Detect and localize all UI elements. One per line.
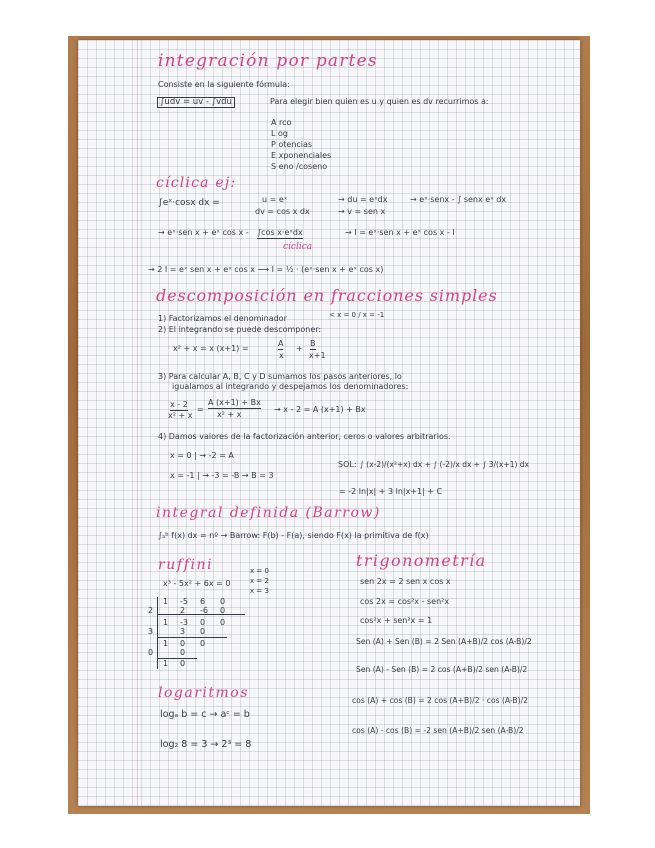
ciclica-step2-rest: → I = eˣ·sen x + eˣ cos x - I <box>345 228 455 237</box>
log-example: log₂ 8 = 3 → 2³ = 8 <box>160 739 252 750</box>
ciclica-du: → du = eˣdx <box>338 195 388 204</box>
ruffini-cell: 0 <box>200 618 206 627</box>
trig-heading: trigonometría <box>356 551 487 570</box>
ciclica-u: u = eˣ <box>262 195 288 204</box>
ciclica-v: → v = sen x <box>338 207 386 216</box>
p3-rhs: → x - 2 = A (x+1) + Bx <box>274 405 366 414</box>
ruffini-heading: ruffini <box>158 557 214 573</box>
trig-f2: cos 2x = cos²x - sen²x <box>360 597 450 606</box>
ciclica-dv: dv = cos x dx <box>255 207 310 216</box>
frac2-den: x+1 <box>309 351 326 360</box>
intro-line: Consiste en la siguiente fórmula: <box>158 80 290 89</box>
frac-plus: + <box>296 344 303 353</box>
intro-note: Para elegir bien quien es u y quien es dv recurrimos a: <box>270 97 489 106</box>
log-rule: logₐ b = c → aᶜ = b <box>160 709 250 720</box>
ruffini-equation: x³ - 5x² + 6x = 0 <box>163 579 231 588</box>
ruffini-cell: 2 <box>180 606 186 615</box>
frac1-den: x <box>279 351 284 360</box>
liate-e: E xponenciales <box>271 151 332 160</box>
trig-f7: cos (A) - cos (B) = -2 sen (A+B)/2 sen (A-B)/2 <box>352 726 524 735</box>
trig-f6: cos (A) + cos (B) = 2 cos (A+B)/2 · cos (A-B)/2 <box>352 696 528 705</box>
ciclica-heading: cíclica ej: <box>156 175 237 191</box>
ruffini-cell: 1 <box>163 618 169 627</box>
fracciones-p4: 4) Damos valores de la factorización anterior, ceros o valores arbitrarios. <box>158 432 451 441</box>
ruffini-root-3: x = 3 <box>250 587 269 595</box>
trig-f3: cos²x + sen²x = 1 <box>360 616 433 625</box>
trig-f4: Sen (A) + Sen (B) = 2 Sen (A+B)/2 cos (A-B)/2 <box>356 637 532 646</box>
ciclica-step3: → 2 I = eˣ sen x + eˣ cos x ⟶ I = ½ · (eˣ·sen x + eˣ cos x) <box>148 265 384 274</box>
ruffini-cell: 6 <box>200 597 206 606</box>
liate-p: P otencias <box>271 140 313 149</box>
ruffini-cell: 0 <box>200 627 206 636</box>
ruffini-cell: 0 <box>220 618 226 627</box>
ruffini-cell: 0 <box>148 648 154 657</box>
logaritmos-heading: logaritmos <box>158 685 249 701</box>
p4-row1: x = 0 | → -2 = A <box>170 451 234 460</box>
ruffini-cell: 0 <box>180 639 186 648</box>
p3-mid-den: x² + x <box>217 410 242 419</box>
ruffini-cell: 1 <box>163 597 169 606</box>
ruffini-cell: 0 <box>220 597 226 606</box>
frac2-num: B <box>310 339 316 348</box>
ruffini-cell: 1 <box>163 639 169 648</box>
page-title: integración por partes <box>158 51 378 71</box>
sol-label: SOL: <box>338 460 357 469</box>
sol-result: = -2 ln|x| + 3 ln|x+1| + C <box>339 487 443 496</box>
fracciones-p1: 1) Factorizamos el denominador <box>158 314 287 323</box>
ruffini-cell: -5 <box>180 597 188 606</box>
ruffini-cell: 0 <box>200 639 206 648</box>
frac1-num: A <box>278 339 284 348</box>
liate-l: L og <box>271 129 288 138</box>
fracciones-p3b: igualamos al integrando y despejamos los denominadores: <box>172 382 409 391</box>
ruffini-root-0: x = 0 <box>250 567 269 575</box>
ruffini-root-2: x = 2 <box>250 577 269 585</box>
ruffini-cell: 1 <box>163 659 169 668</box>
p4-row2: x = -1 | → -3 = -B → B = 3 <box>170 471 274 480</box>
liate-a: A rco <box>271 118 292 127</box>
parts-formula: ∫udv = uv - ∫vdu <box>157 97 235 108</box>
fracciones-p1-roots: < x = 0 / x = -1 <box>329 311 385 319</box>
fracciones-heading: descomposición en fracciones simples <box>156 286 498 305</box>
ruffini-cell: 0 <box>180 648 186 657</box>
fracciones-p3a: 3) Para calcular A, B, C y D sumamos los pasos anteriores, lo <box>158 372 402 381</box>
p3-lhs-num: x - 2 <box>170 400 188 409</box>
ciclica-label: cíclica <box>283 242 313 252</box>
trig-f5: Sen (A) - Sen (B) = 2 cos (A+B)/2 sen (A-B)/2 <box>356 665 528 674</box>
ciclica-step1: → eˣ·senx - ∫ senx eˣ dx <box>410 195 507 204</box>
fracciones-p2-eq: x² + x = x (x+1) = <box>173 344 249 353</box>
p3-lhs-den: x² + x <box>168 411 193 420</box>
p3-mid-num: A (x+1) + Bx <box>208 398 261 407</box>
ciclica-integral: ∫eˣ·cosx dx = <box>158 198 220 208</box>
sol-equation: ∫ (x-2)/(x²+x) dx + ∫ (-2)/x dx + ∫ 3/(x+1) dx <box>360 460 529 469</box>
barrow-text: ∫ₐᵇ f(x) dx = nº → Barrow: F(b) - F(a), siendo F(x) la primitiva de f(x) <box>158 531 429 540</box>
ruffini-hline-2 <box>157 637 227 638</box>
ciclica-step2-box: ∫cos x·eˣdx <box>257 228 303 237</box>
ruffini-cell: 0 <box>180 659 186 668</box>
ruffini-cell: 0 <box>220 606 226 615</box>
barrow-heading: integral definida (Barrow) <box>156 505 381 521</box>
liate-s: S eno /coseno <box>271 162 328 171</box>
ruffini-cell: -6 <box>200 606 208 615</box>
trig-f1: sen 2x = 2 sen x cos x <box>360 577 451 586</box>
ruffini-cell: 3 <box>148 627 154 636</box>
ciclica-step2: → eˣ·sen x + eˣ cos x - <box>158 228 249 237</box>
fracciones-p2: 2) El integrando se puede descomponer: <box>158 325 322 334</box>
p3-eq-sign: = <box>197 405 204 414</box>
ruffini-cell: 2 <box>148 606 154 615</box>
ruffini-cell: 3 <box>180 627 186 636</box>
ruffini-cell: -3 <box>180 618 188 627</box>
margin-line <box>137 40 138 806</box>
